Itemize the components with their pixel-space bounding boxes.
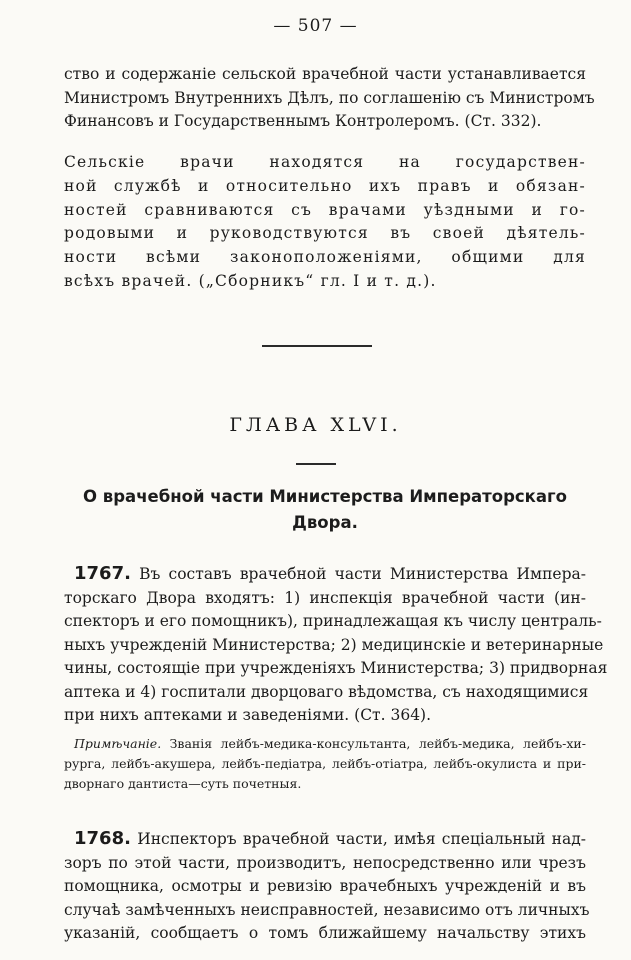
text-line: родовыми и руководствуются въ своей дѣятель- bbox=[64, 224, 586, 243]
text-line: Финансовъ и Государственнымъ Контролеромъ. (Ст. 332). bbox=[64, 112, 542, 130]
paragraph-rural-doctors bbox=[64, 151, 586, 294]
article-1767 bbox=[64, 562, 608, 728]
article-first-line bbox=[64, 827, 586, 852]
text-fragment: Инспекторъ врачебной части, имѣя спеціальный над- bbox=[130, 830, 586, 848]
text-line: при нихъ аптеками и заведеніями. (Ст. 364). bbox=[64, 706, 432, 724]
chapter-divider bbox=[296, 463, 336, 465]
text-line: помощника, осмотры и ревизію врачебныхъ учрежденій и въ bbox=[64, 877, 586, 895]
text-line: ныхъ учрежденій Министерства; 2) медицинскіе и ветеринарные bbox=[64, 635, 604, 654]
note-label: Примѣчаніе. bbox=[74, 736, 162, 751]
text-line: ной службѣ и относительно ихъ правъ и обязан- bbox=[64, 176, 586, 195]
text-line: аптека и 4) госпитали дворцоваго вѣдомства, съ находящимися bbox=[64, 682, 589, 701]
note-first-line bbox=[64, 734, 586, 754]
article-number: 1768. bbox=[74, 828, 131, 849]
text-line: дворнаго дантиста—суть почетныя. bbox=[64, 776, 302, 791]
text-line: торскаго Двора входятъ: 1) инспекція врачебной части (ин- bbox=[64, 588, 586, 607]
text-line: Сельскіе врачи находятся на государствен- bbox=[64, 153, 586, 171]
text-line: указаній, сообщаетъ о томъ ближайшему начальству этихъ bbox=[64, 924, 586, 942]
paragraph-continued bbox=[64, 63, 595, 134]
text-line: ство и содержаніе сельской врачебной части устанавливается bbox=[64, 65, 586, 83]
text-fragment: Званія лейбъ-медика-консультанта, лейбъ-медика, лейбъ-хи- bbox=[161, 736, 586, 751]
text-line: рурга, лейбъ-акушера, лейбъ-педіатра, лейбъ-отіатра, лейбъ-окулиста и при- bbox=[64, 756, 586, 771]
text-line: Министромъ Внутреннихъ Дѣлъ, по соглашенію съ Министромъ bbox=[64, 88, 595, 107]
text-line: ности всѣми законоположеніями, общими для bbox=[64, 248, 586, 267]
article-first-line bbox=[64, 562, 586, 587]
heading-line: Двора. bbox=[292, 513, 358, 532]
heading-line: О врачебной части Министерства Императорскаго bbox=[83, 487, 567, 506]
section-divider bbox=[262, 345, 372, 347]
article-1768 bbox=[64, 827, 590, 946]
text-line: чины, состоящіе при учрежденіяхъ Министерства; 3) придворная bbox=[64, 659, 608, 677]
text-line: спекторъ и его помощникъ), принадлежащая къ числу централь- bbox=[64, 612, 602, 630]
text-line: случаѣ замѣченныхъ неисправностей, независимо отъ личныхъ bbox=[64, 900, 590, 919]
page-number: — 507 — bbox=[273, 16, 358, 36]
note-block bbox=[64, 734, 586, 794]
text-line: зоръ по этой части, производитъ, непосредственно или чрезъ bbox=[64, 853, 586, 872]
section-heading bbox=[64, 484, 586, 536]
text-line: всѣхъ врачей. („Сборникъ“ гл. I и т. д.). bbox=[64, 271, 437, 290]
chapter-title: ГЛАВА XLVI. bbox=[229, 414, 402, 436]
article-number: 1767. bbox=[74, 563, 131, 584]
text-line: ностей сравниваются съ врачами уѣздными и го- bbox=[64, 200, 586, 219]
text-fragment: Въ составъ врачебной части Министерства Импера- bbox=[130, 565, 586, 583]
